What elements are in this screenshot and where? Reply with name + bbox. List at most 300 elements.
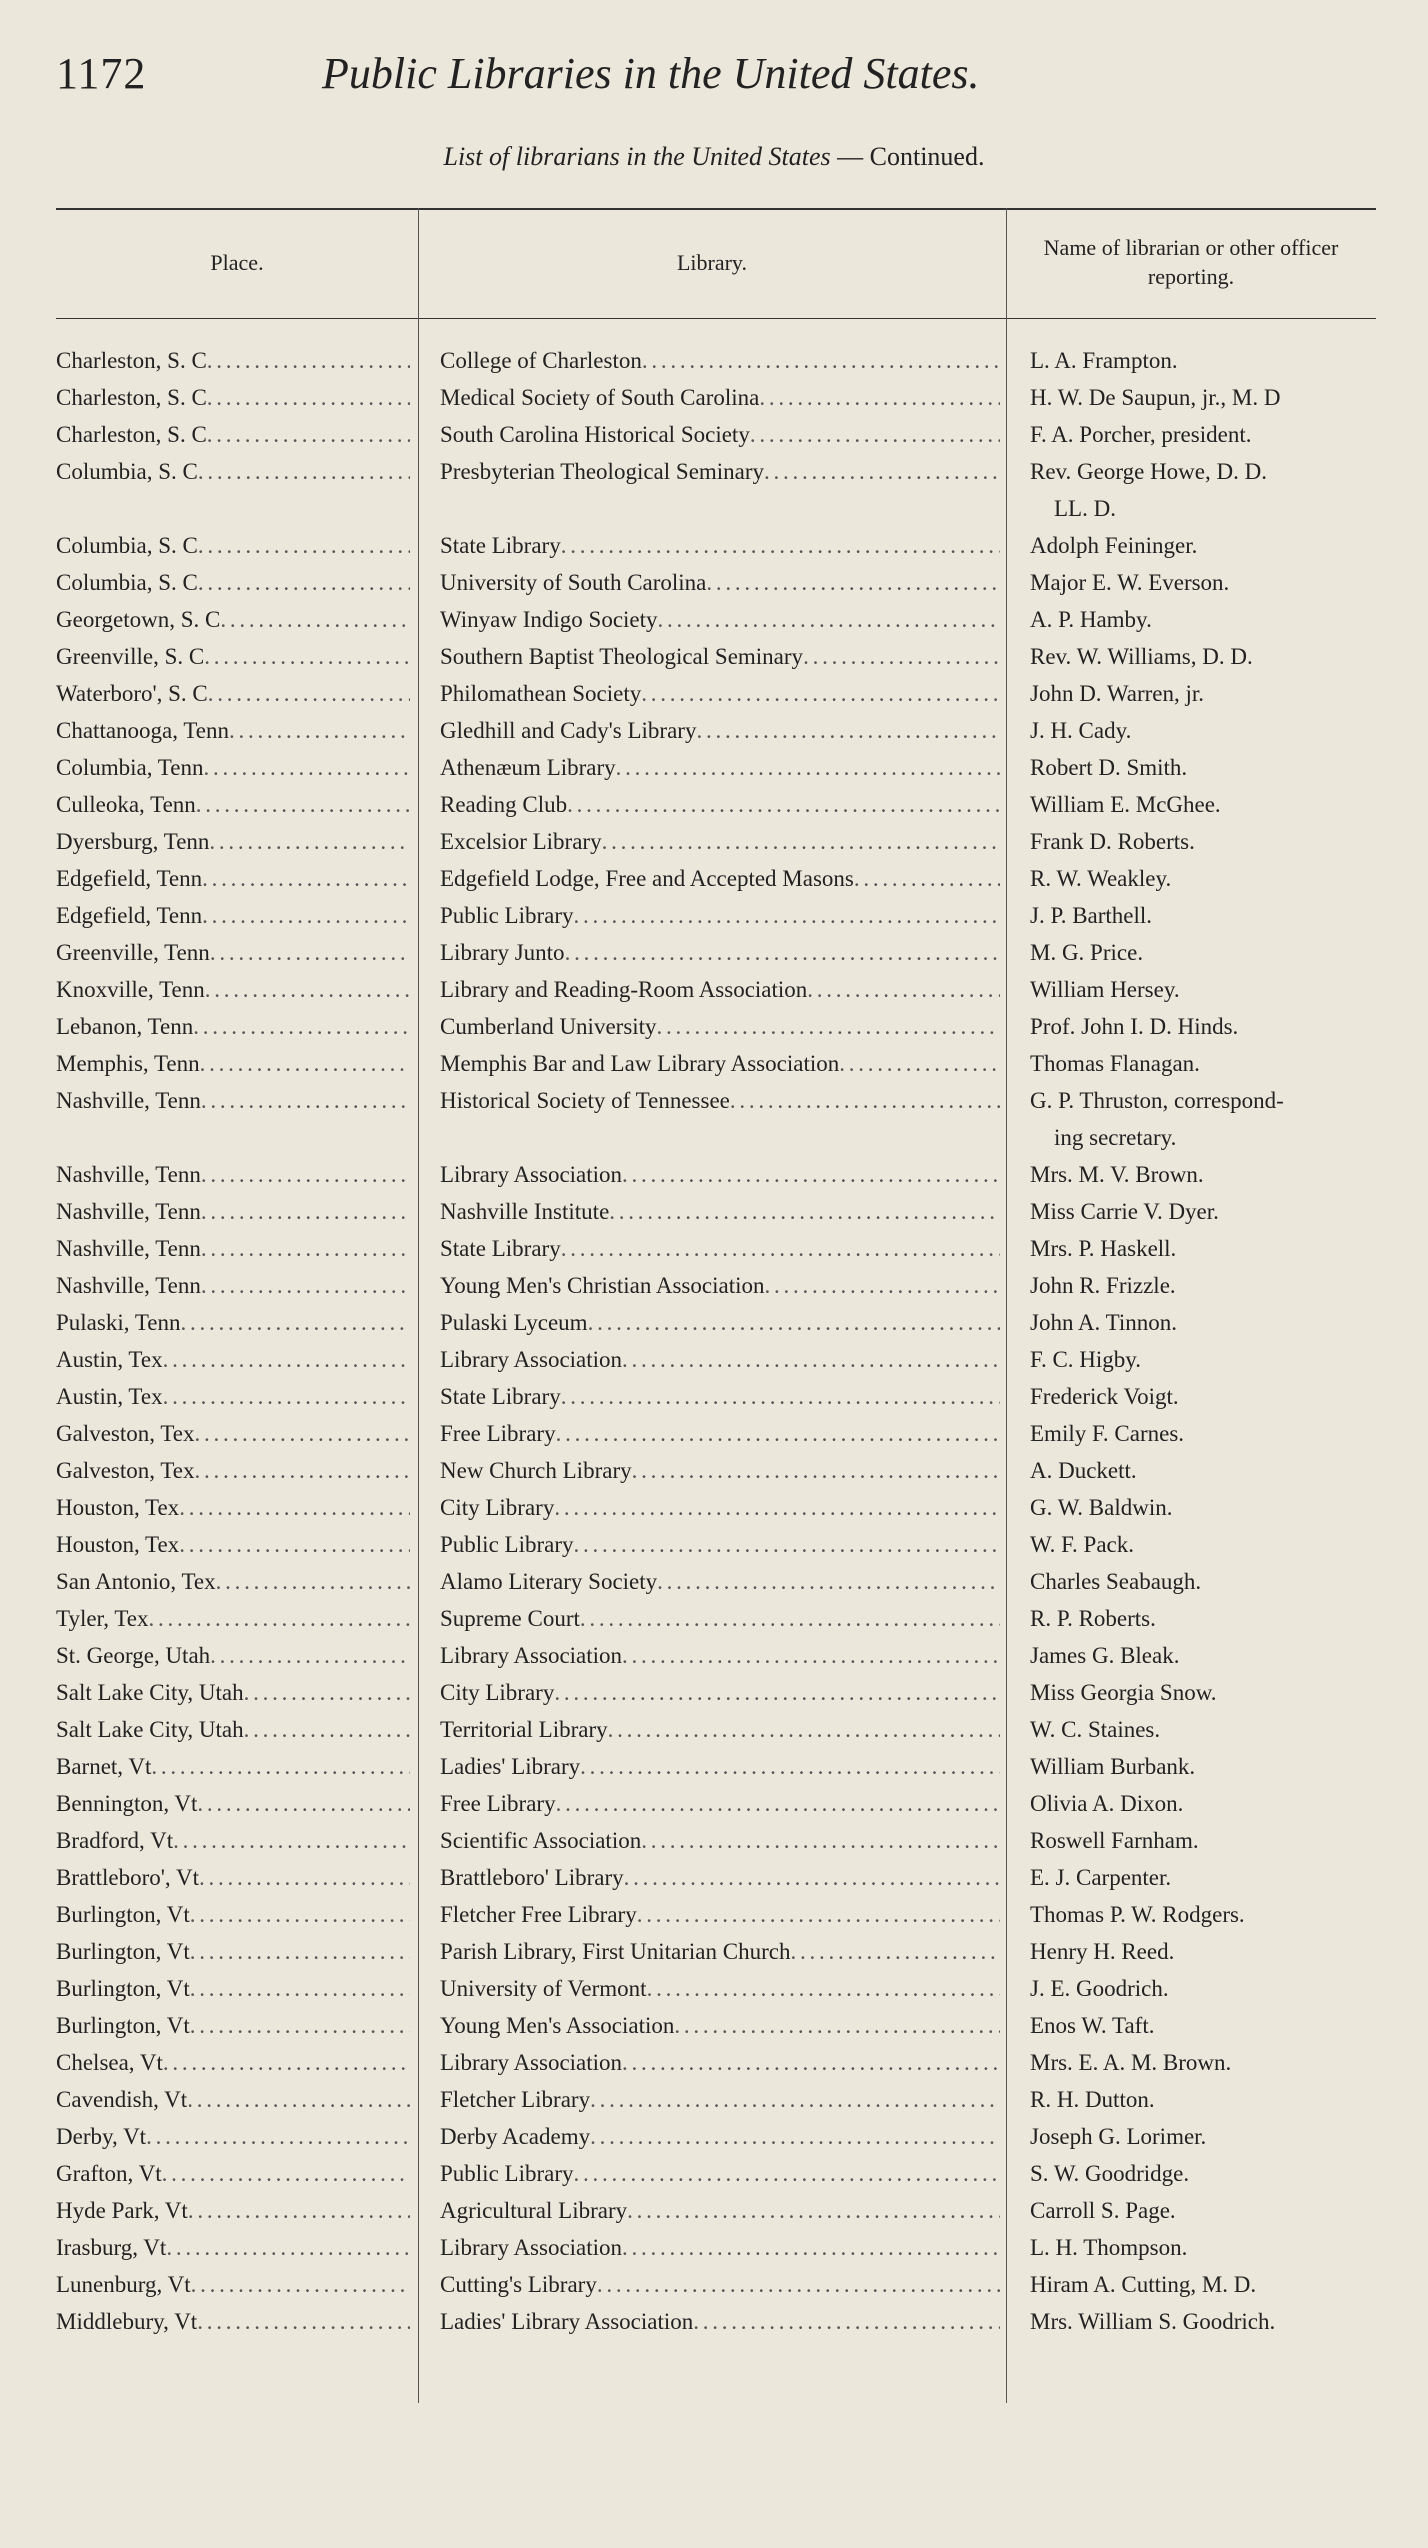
leader-dots xyxy=(151,1748,410,1785)
leader-dots xyxy=(209,823,410,860)
officer-cell xyxy=(1006,342,1376,379)
place-cell xyxy=(56,601,418,638)
officer-text: William Burbank. xyxy=(1030,1754,1196,1779)
place-text: Derby, Vt xyxy=(56,2124,147,2149)
leader-dots xyxy=(554,1489,1000,1526)
officer-text: Joseph G. Lorimer. xyxy=(1030,2124,1207,2149)
table-row xyxy=(56,971,1376,1008)
place-cell xyxy=(56,416,418,453)
place-text: Galveston, Tex xyxy=(56,1421,195,1446)
library-cell xyxy=(418,1748,1006,1785)
officer-cell xyxy=(1006,1711,1376,1748)
place-cell xyxy=(56,1267,418,1304)
leader-dots xyxy=(590,2081,1000,2118)
officer-cell xyxy=(1006,1045,1376,1082)
library-text: Fletcher Library xyxy=(440,2087,591,2112)
place-text: Greenville, S. C xyxy=(56,644,205,669)
leader-dots xyxy=(207,342,410,379)
library-text: Nashville Institute xyxy=(440,1199,610,1224)
table-row xyxy=(56,823,1376,860)
place-text: Nashville, Tenn xyxy=(56,1236,201,1261)
leader-dots xyxy=(641,1822,1000,1859)
officer-text: Mrs. M. V. Brown. xyxy=(1030,1162,1204,1187)
table-row xyxy=(56,675,1376,712)
leader-dots xyxy=(627,2192,1000,2229)
officer-text: Henry H. Reed. xyxy=(1030,1939,1175,1964)
table-row xyxy=(56,1341,1376,1378)
officer-cell xyxy=(1006,564,1376,601)
place-cell xyxy=(56,1452,418,1489)
library-text: Athenæum Library xyxy=(440,755,616,780)
library-text: New Church Library xyxy=(440,1458,632,1483)
running-title: Public Libraries in the United States. xyxy=(322,49,980,98)
library-text: Cutting's Library xyxy=(440,2272,597,2297)
place-text: Columbia, S. C xyxy=(56,570,198,595)
leader-dots xyxy=(201,1230,410,1267)
leader-dots xyxy=(166,2229,410,2266)
leader-dots xyxy=(200,1045,410,1082)
place-cell xyxy=(56,1230,418,1267)
place-cell xyxy=(56,1711,418,1748)
place-text: Nashville, Tenn xyxy=(56,1088,201,1113)
officer-text: John R. Frizzle. xyxy=(1030,1273,1176,1298)
table-row xyxy=(56,1674,1376,1711)
officer-cell xyxy=(1006,453,1376,527)
table-row xyxy=(56,1415,1376,1452)
leader-dots xyxy=(179,1489,410,1526)
officer-text: John D. Warren, jr. xyxy=(1030,681,1205,706)
officer-cell xyxy=(1006,2229,1376,2266)
leader-dots xyxy=(187,2081,410,2118)
officer-text: A. P. Hamby. xyxy=(1030,607,1152,632)
place-text: Columbia, S. C xyxy=(56,459,198,484)
library-cell xyxy=(418,934,1006,971)
leader-dots xyxy=(210,934,410,971)
place-text: Chattanooga, Tenn xyxy=(56,718,229,743)
library-text: University of Vermont xyxy=(440,1976,647,2001)
place-cell xyxy=(56,749,418,786)
leader-dots xyxy=(197,2303,410,2340)
leader-dots xyxy=(580,1748,1000,1785)
place-cell xyxy=(56,860,418,897)
officer-cell xyxy=(1006,1526,1376,1563)
leader-dots xyxy=(574,1526,1001,1563)
leader-dots xyxy=(567,786,1000,823)
library-text: Public Library xyxy=(440,2161,574,2186)
library-cell xyxy=(418,1933,1006,1970)
table-row xyxy=(56,1082,1376,1156)
leader-dots xyxy=(198,564,410,601)
leader-dots xyxy=(173,1822,410,1859)
officer-text: E. J. Carpenter. xyxy=(1030,1865,1172,1890)
column-header-library: Library. xyxy=(676,249,748,275)
officer-text: L. A. Frampton. xyxy=(1030,348,1178,373)
leader-dots xyxy=(244,1674,410,1711)
officer-cell xyxy=(1006,2266,1376,2303)
officer-text: Thomas Flanagan. xyxy=(1030,1051,1200,1076)
table-row xyxy=(56,1489,1376,1526)
officer-text: Thomas P. W. Rodgers. xyxy=(1030,1902,1245,1927)
library-cell xyxy=(418,416,1006,453)
officer-text: William Hersey. xyxy=(1030,977,1180,1002)
table-row xyxy=(56,453,1376,527)
library-text: Ladies' Library xyxy=(440,1754,581,1779)
library-text: Historical Society of Tennessee xyxy=(440,1088,730,1113)
leader-dots xyxy=(216,1563,410,1600)
leader-dots xyxy=(803,638,1000,675)
leader-dots xyxy=(647,1970,1000,2007)
leader-dots xyxy=(229,712,410,749)
leader-dots xyxy=(696,712,1000,749)
leader-dots xyxy=(180,1304,410,1341)
library-cell xyxy=(418,2192,1006,2229)
leader-dots xyxy=(202,897,410,934)
place-cell xyxy=(56,2192,418,2229)
table-row xyxy=(56,638,1376,675)
table-row xyxy=(56,1711,1376,1748)
leader-dots xyxy=(210,1637,410,1674)
table-row xyxy=(56,1785,1376,1822)
leader-dots xyxy=(759,379,1000,416)
officer-cell xyxy=(1006,2118,1376,2155)
leader-dots xyxy=(609,1193,1000,1230)
leader-dots xyxy=(632,1452,1000,1489)
library-cell xyxy=(418,1156,1006,1193)
place-cell xyxy=(56,527,418,564)
leader-dots xyxy=(561,527,1000,564)
table-row xyxy=(56,1378,1376,1415)
leader-dots xyxy=(750,416,1000,453)
library-text: Library Association xyxy=(440,1162,623,1187)
leader-dots xyxy=(839,1045,1000,1082)
officer-cell xyxy=(1006,1933,1376,1970)
table-row xyxy=(56,1748,1376,1785)
place-cell xyxy=(56,2081,418,2118)
officer-cell xyxy=(1006,712,1376,749)
place-text: Greenville, Tenn xyxy=(56,940,210,965)
officer-cell xyxy=(1006,1378,1376,1415)
officer-text: Charles Seabaugh. xyxy=(1030,1569,1202,1594)
library-cell xyxy=(418,1896,1006,1933)
leader-dots xyxy=(556,1415,1000,1452)
officer-cell xyxy=(1006,786,1376,823)
place-cell xyxy=(56,2303,418,2340)
leader-dots xyxy=(674,2007,1000,2044)
officer-text: W. F. Pack. xyxy=(1030,1532,1135,1557)
officer-text: J. P. Barthell. xyxy=(1030,903,1153,928)
officer-text: G. P. Thruston, correspond- xyxy=(1030,1088,1284,1113)
officer-cell xyxy=(1006,1156,1376,1193)
place-cell xyxy=(56,1748,418,1785)
library-text: City Library xyxy=(440,1495,555,1520)
leader-dots xyxy=(146,2118,410,2155)
place-cell xyxy=(56,1785,418,1822)
table-row xyxy=(56,1304,1376,1341)
place-text: Brattleboro', Vt xyxy=(56,1865,199,1890)
table-row xyxy=(56,416,1376,453)
leader-dots xyxy=(203,749,410,786)
place-text: Middlebury, Vt xyxy=(56,2309,198,2334)
table-row xyxy=(56,379,1376,416)
library-text: City Library xyxy=(440,1680,555,1705)
leader-dots xyxy=(807,971,1000,1008)
place-text: Memphis, Tenn xyxy=(56,1051,200,1076)
leader-dots xyxy=(580,1600,1000,1637)
table-row xyxy=(56,934,1376,971)
leader-dots xyxy=(163,2044,410,2081)
officer-cell xyxy=(1006,379,1376,416)
officer-cell xyxy=(1006,971,1376,1008)
place-text: Lebanon, Tenn xyxy=(56,1014,194,1039)
leader-dots xyxy=(198,527,410,564)
leader-dots xyxy=(201,1082,410,1156)
leader-dots xyxy=(622,2044,1000,2081)
officer-cell xyxy=(1006,1563,1376,1600)
table-row xyxy=(56,2266,1376,2303)
library-text: Gledhill and Cady's Library xyxy=(440,718,697,743)
officer-text: William E. McGhee. xyxy=(1030,792,1221,817)
place-cell xyxy=(56,1526,418,1563)
library-text: Pulaski Lyceum xyxy=(440,1310,588,1335)
place-text: Grafton, Vt xyxy=(56,2161,162,2186)
table-row xyxy=(56,1452,1376,1489)
table-row xyxy=(56,2081,1376,2118)
officer-cell xyxy=(1006,601,1376,638)
library-text: Library Association xyxy=(440,1347,623,1372)
leader-dots xyxy=(197,1785,410,1822)
officer-cell xyxy=(1006,1674,1376,1711)
leader-dots xyxy=(195,1415,411,1452)
place-cell xyxy=(56,1156,418,1193)
library-cell xyxy=(418,1600,1006,1637)
place-cell xyxy=(56,453,418,527)
place-cell xyxy=(56,1896,418,1933)
place-cell xyxy=(56,2007,418,2044)
place-text: San Antonio, Tex xyxy=(56,1569,216,1594)
library-cell xyxy=(418,2044,1006,2081)
officer-text: John A. Tinnon. xyxy=(1030,1310,1178,1335)
leader-dots xyxy=(190,1970,410,2007)
place-cell xyxy=(56,1082,418,1156)
leader-dots xyxy=(565,934,1000,971)
library-text: Young Men's Christian Association xyxy=(440,1273,765,1298)
officer-text: G. W. Baldwin. xyxy=(1030,1495,1173,1520)
leader-dots xyxy=(149,1600,410,1637)
leader-dots xyxy=(244,1711,410,1748)
leader-dots xyxy=(622,1637,1000,1674)
place-cell xyxy=(56,1674,418,1711)
library-text: Library Association xyxy=(440,1643,623,1668)
officer-text: R. P. Roberts. xyxy=(1030,1606,1156,1631)
table-row xyxy=(56,1230,1376,1267)
library-text: Free Library xyxy=(440,1791,556,1816)
library-cell xyxy=(418,1785,1006,1822)
table-row xyxy=(56,1156,1376,1193)
place-text: Nashville, Tenn xyxy=(56,1162,201,1187)
leader-dots xyxy=(764,453,1000,527)
leader-dots xyxy=(642,342,1000,379)
place-text: Austin, Tex xyxy=(56,1384,163,1409)
library-text: Excelsior Library xyxy=(440,829,602,854)
library-text: Agricultural Library xyxy=(440,2198,628,2223)
table-row xyxy=(56,2229,1376,2266)
officer-cell xyxy=(1006,1748,1376,1785)
table-row xyxy=(56,1859,1376,1896)
place-text: Burlington, Vt xyxy=(56,1902,190,1927)
library-text: Medical Society of South Carolina xyxy=(440,385,760,410)
library-text: Philomathean Society xyxy=(440,681,642,706)
place-cell xyxy=(56,2266,418,2303)
officer-text: J. H. Cady. xyxy=(1030,718,1132,743)
library-text: Library and Reading-Room Association xyxy=(440,977,808,1002)
table-header-rule xyxy=(56,318,1376,319)
library-cell xyxy=(418,1045,1006,1082)
leader-dots xyxy=(730,1082,1000,1156)
library-text: Presbyterian Theological Seminary xyxy=(440,459,765,484)
table-row xyxy=(56,1822,1376,1859)
officer-text: Olivia A. Dixon. xyxy=(1030,1791,1184,1816)
leader-dots xyxy=(657,1563,1000,1600)
library-cell xyxy=(418,1341,1006,1378)
table-row xyxy=(56,2044,1376,2081)
officer-text: Robert D. Smith. xyxy=(1030,755,1188,780)
library-text: Library Association xyxy=(440,2235,623,2260)
leader-dots xyxy=(658,601,1000,638)
leader-dots xyxy=(616,749,1000,786)
leader-dots xyxy=(657,1008,1000,1045)
place-cell xyxy=(56,712,418,749)
officer-cell xyxy=(1006,1082,1376,1156)
officer-cell xyxy=(1006,638,1376,675)
officer-cell xyxy=(1006,2044,1376,2081)
library-cell xyxy=(418,2081,1006,2118)
place-cell xyxy=(56,638,418,675)
officer-cell xyxy=(1006,1415,1376,1452)
library-cell xyxy=(418,1859,1006,1896)
place-cell xyxy=(56,342,418,379)
table-row xyxy=(56,749,1376,786)
library-text: Free Library xyxy=(440,1421,556,1446)
table-row xyxy=(56,1193,1376,1230)
place-cell xyxy=(56,1341,418,1378)
leader-dots xyxy=(608,1711,1000,1748)
library-cell xyxy=(418,1563,1006,1600)
leader-dots xyxy=(196,786,410,823)
leader-dots xyxy=(188,2192,410,2229)
table-row xyxy=(56,2192,1376,2229)
place-text: Irasburg, Vt xyxy=(56,2235,167,2260)
leader-dots xyxy=(220,601,410,638)
leader-dots xyxy=(622,1156,1000,1193)
table-row xyxy=(56,860,1376,897)
library-text: Supreme Court xyxy=(440,1606,580,1631)
library-cell xyxy=(418,2118,1006,2155)
place-text: Georgetown, S. C xyxy=(56,607,221,632)
officer-text: Frank D. Roberts. xyxy=(1030,829,1195,854)
leader-dots xyxy=(163,1378,410,1415)
library-text: Public Library xyxy=(440,1532,574,1557)
library-text: Library Association xyxy=(440,2050,623,2075)
library-text: Fletcher Free Library xyxy=(440,1902,637,1927)
officer-text: Emily F. Carnes. xyxy=(1030,1421,1185,1446)
library-cell xyxy=(418,675,1006,712)
leader-dots xyxy=(622,1341,1000,1378)
officer-cell xyxy=(1006,1859,1376,1896)
leader-dots xyxy=(574,2155,1001,2192)
library-cell xyxy=(418,2229,1006,2266)
place-text: Burlington, Vt xyxy=(56,1939,190,1964)
leader-dots xyxy=(208,675,410,712)
leader-dots xyxy=(202,860,410,897)
library-text: Alamo Literary Society xyxy=(440,1569,658,1594)
leader-dots xyxy=(204,638,410,675)
library-text: Brattleboro' Library xyxy=(440,1865,624,1890)
library-text: Cumberland University xyxy=(440,1014,657,1039)
library-cell xyxy=(418,1526,1006,1563)
officer-text: Mrs. William S. Goodrich. xyxy=(1030,2309,1276,2334)
place-text: Edgefield, Tenn xyxy=(56,866,203,891)
place-text: Tyler, Tex xyxy=(56,1606,149,1631)
place-text: Nashville, Tenn xyxy=(56,1273,201,1298)
officer-text: R. H. Dutton. xyxy=(1030,2087,1155,2112)
leader-dots xyxy=(199,1859,410,1896)
place-cell xyxy=(56,2044,418,2081)
library-cell xyxy=(418,1489,1006,1526)
place-text: Houston, Tex xyxy=(56,1532,180,1557)
officer-cell xyxy=(1006,1341,1376,1378)
officer-cell xyxy=(1006,527,1376,564)
officer-text: Mrs. E. A. M. Brown. xyxy=(1030,2050,1232,2075)
table-row xyxy=(56,1267,1376,1304)
table-row xyxy=(56,897,1376,934)
officer-cell xyxy=(1006,2192,1376,2229)
leader-dots xyxy=(597,2266,1000,2303)
table-row xyxy=(56,2303,1376,2340)
table-subtitle xyxy=(0,142,1428,172)
table-row xyxy=(56,601,1376,638)
officer-cell xyxy=(1006,1970,1376,2007)
leader-dots xyxy=(641,675,1000,712)
leader-dots xyxy=(201,1156,410,1193)
librarians-table-body xyxy=(56,342,1376,2340)
library-text: Young Men's Association xyxy=(440,2013,675,2038)
library-text: Territorial Library xyxy=(440,1717,608,1742)
leader-dots xyxy=(163,1341,410,1378)
library-text: Scientific Association xyxy=(440,1828,642,1853)
leader-dots xyxy=(195,1452,411,1489)
place-cell xyxy=(56,2118,418,2155)
officer-text: W. C. Staines. xyxy=(1030,1717,1161,1742)
table-row xyxy=(56,1526,1376,1563)
leader-dots xyxy=(637,1896,1000,1933)
officer-text: Miss Carrie V. Dyer. xyxy=(1030,1199,1219,1224)
officer-cell xyxy=(1006,1008,1376,1045)
library-cell xyxy=(418,2266,1006,2303)
library-cell xyxy=(418,749,1006,786)
place-cell xyxy=(56,1378,418,1415)
leader-dots xyxy=(693,2303,1000,2340)
library-text: Memphis Bar and Law Library Association xyxy=(440,1051,840,1076)
officer-cell xyxy=(1006,1896,1376,1933)
place-cell xyxy=(56,1563,418,1600)
library-cell xyxy=(418,1193,1006,1230)
place-text: Hyde Park, Vt xyxy=(56,2198,188,2223)
leader-dots xyxy=(764,1267,1000,1304)
library-cell xyxy=(418,1008,1006,1045)
library-text: Edgefield Lodge, Free and Accepted Masons xyxy=(440,866,854,891)
officer-text: Enos W. Taft. xyxy=(1030,2013,1155,2038)
place-text: Charleston, S. C xyxy=(56,385,207,410)
